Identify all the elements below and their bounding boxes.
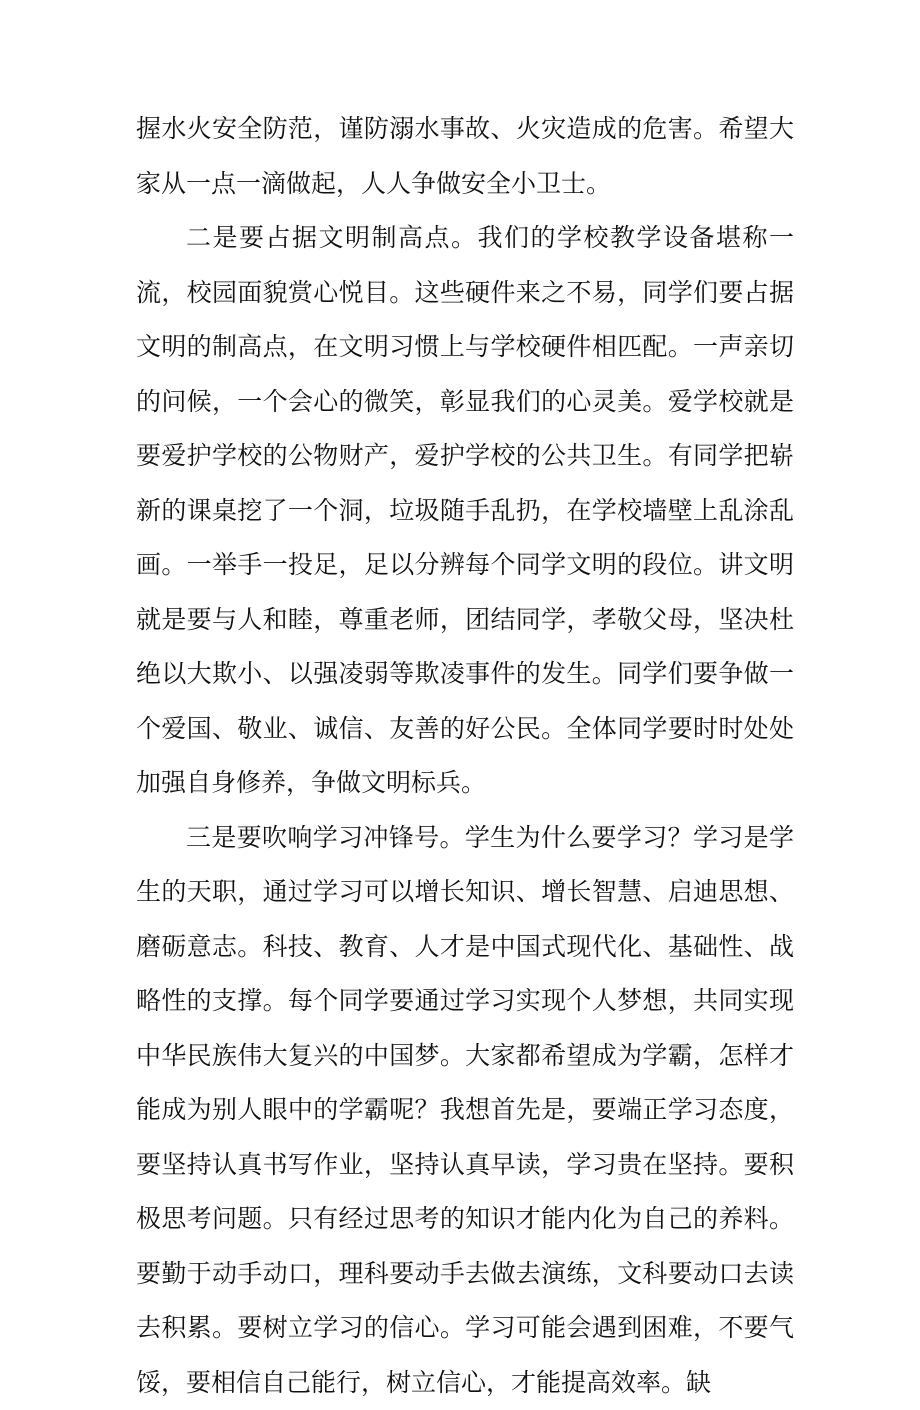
paragraph-3: 三是要吹响学习冲锋号。学生为什么要学习？学习是学生的天职，通过学习可以增长知识、增长智慧、启迪思想、磨砺意志。科技、教育、人才是中国式现代化、基础性、战略性的支撑。每个同学要通过学习实现个人梦想，共同实现中华民族伟大复兴的中国梦。大家都希望成为学霸，怎样才能成为别人眼中的学霸呢？我想首先是，要端正学习态度，要坚持认真书写作业，坚持认真早读，学习贵在坚持。要积极思考问题。只有经过思考的知识才能内化为自己的养料。要勤于动手动口，理科要动手去做去演练，文科要动口去读去积累。要树立学习的信心。学习可能会遇到困难，不要气馁，要相信自己能行，树立信心，才能提高效率。缺	[136, 811, 794, 1410]
paragraph-2: 二是要占据文明制高点。我们的学校教学设备堪称一流，校园面貌赏心悦目。这些硬件来之不易，同学们要占据文明的制高点，在文明习惯上与学校硬件相匹配。一声亲切的问候，一个会心的微笑，彰显我们的心灵美。爱学校就是要爱护学校的公物财产，爱护学校的公共卫生。有同学把崭新的课桌挖了一个洞，垃圾随手乱扔，在学校墙壁上乱涂乱画。一举手一投足，足以分辨每个同学文明的段位。讲文明就是要与人和睦，尊重老师，团结同学，孝敬父母，坚决杜绝以大欺小、以强凌弱等欺凌事件的发生。同学们要争做一个爱国、敬业、诚信、友善的好公民。全体同学要时时处处加强自身修养，争做文明标兵。	[136, 211, 794, 811]
document-page	[136, 102, 794, 1410]
paragraph-1: 握水火安全防范，谨防溺水事故、火灾造成的危害。希望大家从一点一滴做起，人人争做安全小卫士。	[136, 102, 794, 211]
